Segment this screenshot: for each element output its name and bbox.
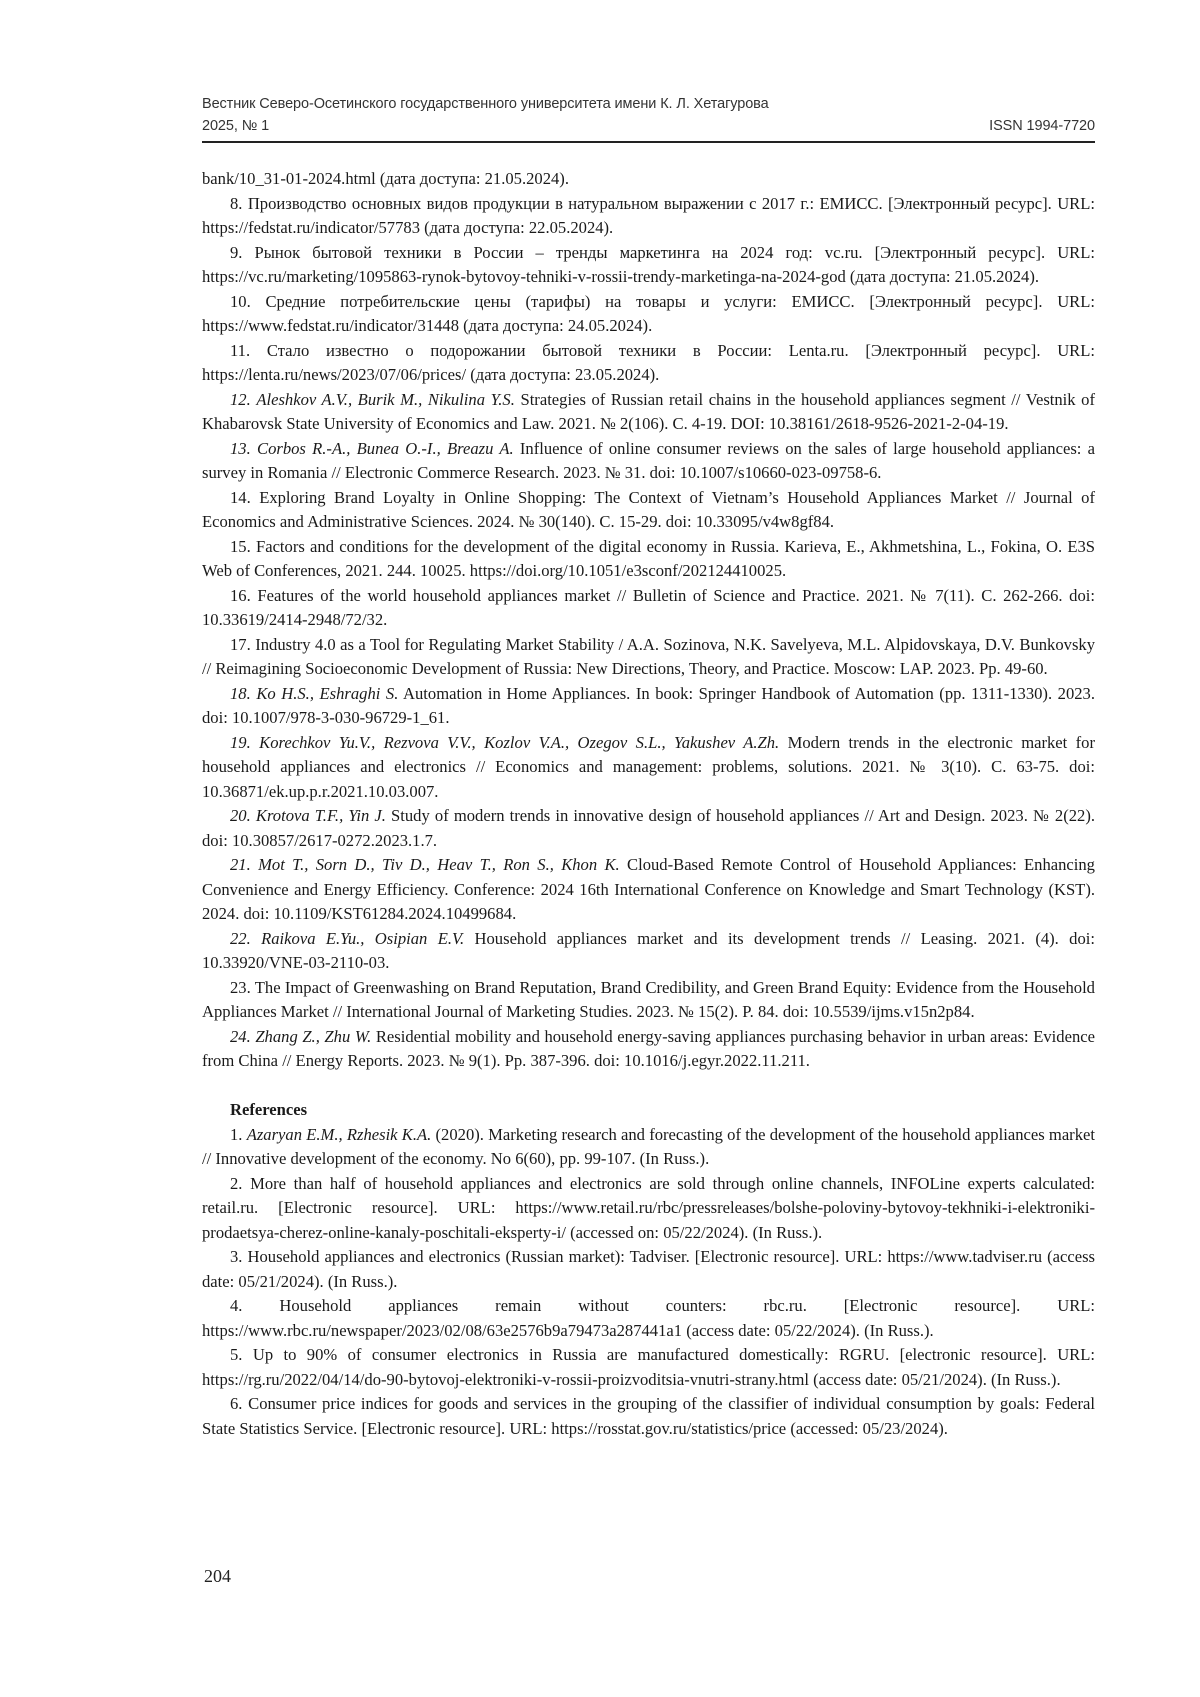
reference-authors: Raikova E.Yu., Osipian E.V. [261,928,465,948]
reference-entry [202,1025,1095,1074]
issue-row [202,115,1095,137]
reference-text: More than half of household appliances and electronics are sold through online channels, INFOLine experts calculated: retail.ru. [Electronic resource]. URL: https://www.retail.ru/rbc/pressreleases/bolshe-poloviny-bytovoy-tekhniki-i-elektroniki-prodaetsya-cherez-online-kanaly-poschitali-eksperty-i/ (accessed on: 05/22/2024). (In Russ.). [202,1173,1095,1242]
reference-text: Up to 90% of consumer electronics in Russia are manufactured domestically: RGRU. [electronic resource]. URL: https://rg.ru/2022/04/14/do-90-bytovoj-elektroniki-v-rossii-proizvoditsia-vnutri-strany.html (access date: 05/21/2024). (In Russ.). [202,1345,1095,1389]
reference-number: 21. [230,855,251,874]
reference-entry [202,535,1095,584]
reference-text: Household appliances market and its development trends // Leasing. 2021. (4). doi: 10.33920/VNE-03-2110-03. [202,928,1095,972]
reference-number: 17. [230,634,251,654]
reference-text: Cloud-Based Remote Control of Household Appliances: Enhancing Convenience and Energy Efficiency. Conference: 2024 16th International Conference on Knowledge and Smart Technology (KST). 2024. doi: 10.1109/KST61284.2024.10499684. [202,855,1095,923]
reference-text: Стало известно о подорожании бытовой техники в России: Lenta.ru. [Электронный ресурс]. URL: https://lenta.ru/news/2023/07/06/prices/ (дата доступа: 23.05.2024). [202,340,1095,384]
reference-number: 6. [230,1394,243,1413]
reference-text: (2020). Marketing research and forecasting of the development of the household appliances market // Innovative development of the economy. No 6(60), pp. 99-107. (In Russ.). [202,1124,1095,1168]
reference-text: Рынок бытовой техники в России – тренды маркетинга на 2024 год: vc.ru. [Электронный ресурс]. URL: https://vc.ru/marketing/1095863-rynok-bytovoy-tehniki-v-rossii-trendy-marketinga-na-2024-god (дата доступа: 21.05.2024). [202,242,1095,286]
reference-number: 8. [230,193,243,213]
reference-number: 23. [230,977,251,997]
continuation-line: bank/10_31-01-2024.html (дата доступа: 21.05.2024). [202,169,569,188]
reference-text: The Impact of Greenwashing on Brand Reputation, Brand Credibility, and Green Brand Equity: Evidence from the Household Appliances Market // International Journal of Marketing Studies. 2023. № 15(2). P. 84. doi: 10.5539/ijms.v15n2p84. [202,977,1095,1021]
reference-text: Household appliances remain without counters: rbc.ru. [Electronic resource]. URL: https://www.rbc.ru/newspaper/2023/02/08/63e2576b9a79473a287441a1 (access date: 05/22/2024). (In Russ.). [202,1296,1096,1340]
reference-entry [202,290,1095,339]
reference-text: Automation in Home Appliances. In book: Springer Handbook of Automation (pp. 1311-1330). 2023. doi: 10.1007/978-3-030-96729-1_61. [202,683,1095,727]
reference-entry [202,339,1095,388]
reference-entry [202,1172,1095,1246]
reference-text: Factors and conditions for the development of the digital economy in Russia. Karieva, E., Akhmetshina, L., Fokina, O. E3S Web of Conferences, 2021. 244. 10025. https://doi.org/10.1051/e3sconf/202124410025. [202,536,1095,580]
reference-number: 12. [230,389,251,409]
reference-entry [202,584,1095,633]
page-number: 204 [204,1566,231,1586]
reference-authors: Mot T., Sorn D., Tiv D., Heav T., Ron S., Khon K. [258,855,620,874]
reference-number: 3. [230,1247,243,1266]
issue-number: 2025, № 1 [202,118,270,134]
reference-number: 9. [230,242,243,262]
reference-number: 18. [230,683,251,703]
reference-authors: Azaryan E.M., Rzhesik K.A. [246,1124,432,1144]
reference-text: Modern trends in the electronic market for household appliances and electronics // Economics and management: problems, solutions. 2021. № 3(10). С. 63-75. doi: 10.36871/ek.up.p.r.2021.10.03.007. [202,732,1095,801]
reference-authors: Krotova T.F., Yin J. [255,806,386,825]
reference-number: 20. [230,806,251,825]
reference-authors: Corbos R.-A., Bunea O.-I., Breazu A. [257,438,514,458]
reference-number: 22. [230,928,251,948]
reference-number: 14. [230,487,251,507]
reference-entry [202,1392,1095,1441]
reference-entry [202,192,1095,241]
reference-text: Consumer price indices for goods and services in the grouping of the classifier of individual consumption by goals: Federal State Statistics Service. [Electronic resource]. URL: https://rosstat.gov.ru/statistics/price (accessed: 05/23/2024). [202,1394,1095,1438]
reference-text: Features of the world household appliances market // Bulletin of Science and Practice. 2021. № 7(11). С. 262-266. doi: 10.33619/2414-2948/72/32. [202,585,1095,629]
reference-entry [202,1245,1095,1294]
reference-entry [202,633,1095,682]
reference-entry [202,927,1095,976]
reference-text: Средние потребительские цены (тарифы) на товары и услуги: ЕМИСС. [Электронный ресурс]. URL: https://www.fedstat.ru/indicator/31448 (дата доступа: 24.05.2024). [202,291,1095,335]
running-header [202,93,1095,137]
reference-number: 16. [230,585,251,605]
sources-list [202,192,1095,1074]
reference-text: Производство основных видов продукции в натуральном выражении с 2017 г.: ЕМИСС. [Электронный ресурс]. URL: https://fedstat.ru/indicator/57783 (дата доступа: 22.05.2024). [202,193,1095,237]
reference-number: 1. [230,1124,243,1144]
reference-number: 2. [230,1173,243,1193]
reference-entry [202,1294,1095,1343]
reference-entry [202,1343,1095,1392]
reference-entry [202,731,1095,805]
reference-number: 10. [230,291,251,311]
reference-entry [202,241,1095,290]
references-heading: References [230,1100,308,1119]
reference-entry [202,682,1095,731]
reference-text: Study of modern trends in innovative design of household appliances // Art and Design. 2023. № 2(22). doi: 10.30857/2617-0272.2023.1.7. [202,806,1096,850]
reference-number: 11. [230,340,251,360]
issn: ISSN 1994-7720 [989,118,1095,134]
reference-authors: Aleshkov A.V., Burik M., Nikulina Y.S. [256,389,515,409]
reference-text: Residential mobility and household energy-saving appliances purchasing behavior in urban areas: Evidence from China // Energy Reports. 2023. № 9(1). Pp. 387-396. doi: 10.1016/j.egyr.2022.11.211. [202,1026,1095,1070]
references-list [202,1123,1095,1442]
reference-authors: Ko H.S., Eshraghi S. [256,683,399,703]
reference-list [202,167,1095,1441]
reference-number: 19. [230,732,251,752]
header-rule [202,141,1095,143]
reference-entry [202,976,1095,1025]
reference-entry [202,804,1095,853]
reference-entry [202,437,1095,486]
reference-entry [202,388,1095,437]
reference-text: Household appliances and electronics (Russian market): Tadviser. [Electronic resource]. URL: https://www.tadviser.ru (access date: 05/21/2024). (In Russ.). [202,1247,1095,1291]
reference-authors: Korechkov Yu.V., Rezvova V.V., Kozlov V.A., Ozegov S.L., Yakushev A.Zh. [259,732,780,752]
reference-text: Exploring Brand Loyalty in Online Shopping: The Context of Vietnam’s Household Appliances Market // Journal of Economics and Administrative Sciences. 2024. № 30(140). С. 15-29. doi: 10.33095/v4w8gf84. [202,487,1095,531]
reference-number: 5. [230,1345,243,1364]
reference-entry [202,1123,1095,1172]
reference-text: Influence of online consumer reviews on the sales of large household appliances: a survey in Romania // Electronic Commerce Research. 2023. № 31. doi: 10.1007/s10660-023-09758-6. [202,438,1096,482]
reference-text: Industry 4.0 as a Tool for Regulating Market Stability / A.A. Sozinova, N.K. Savelyeva, M.L. Alpidovskaya, D.V. Bunkovsky // Reimagining Socioeconomic Development of Russia: New Directions, Theory, and Practice. Moscow: LAP. 2023. Pp. 49-60. [202,634,1095,678]
reference-number: 15. [230,536,251,556]
reference-number: 4. [230,1296,243,1315]
reference-authors: Zhang Z., Zhu W. [255,1026,372,1046]
reference-text: Strategies of Russian retail chains in the household appliances segment // Vestnik of Khabarovsk State University of Economics and Law. 2021. № 2(106). С. 4-19. DOI: 10.38161/2618-9526-2021-2-04-19. [202,389,1095,433]
reference-number: 24. [230,1026,251,1046]
journal-title: Вестник Северо-Осетинского государственного университета имени К. Л. Хетагурова [202,96,769,112]
reference-entry [202,853,1095,927]
reference-number: 13. [230,438,251,458]
reference-entry [202,486,1095,535]
